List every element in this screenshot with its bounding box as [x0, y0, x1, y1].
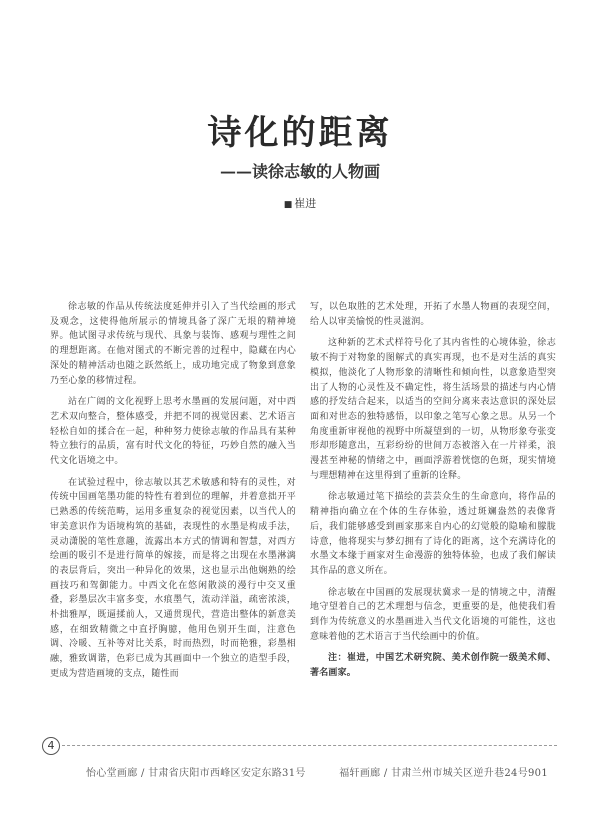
author-note: 注：崔进，中国艺术研究院、美术创作院一级美术师、著名画家。	[310, 653, 556, 679]
footer-divider	[62, 745, 557, 746]
paragraph: 徐志敏的作品从传统法度延伸并引入了当代绘画的形式及观念，这使得他所展示的情境具备了深广无垠的精神境界。他试图寻求传统与现代、具象与装饰、感观与理性之间的理想距离。在他对图式的不断完善的过程中，隐藏在内心深处的精神活动也随之跃然纸上，成功地完成了物象到意象乃至心象的移情过程。	[50, 302, 296, 386]
paragraph: 徐志敏通过笔下描绘的芸芸众生的生命意向，将作品的精神指向确立在个体的生存体验，透过斑斓盎然的表像背后，我们能够感受到画家那来自内心的幻觉般的隐喻和朦胧诗意，他将现实与梦幻拥有了诗化的距离，这个充满诗化的水墨文本缘于画家对生命漫游的独特体验，也成了我们解读其作品的意义所在。	[310, 492, 556, 576]
body-column-left	[50, 300, 296, 682]
author-name: 崔进	[294, 197, 317, 210]
article-body	[50, 300, 556, 682]
paragraph: 站在广阔的文化视野上思考水墨画的发展问题，对中西艺术双向整合，整体感受，并把不同的视觉因素、艺术语言轻松自如的揉合在一起，种种努力使徐志敏的作品具有某种特立独行的品质，富有时代文化的特征，巧妙自然的融入当代文化语境之中。	[50, 397, 296, 467]
footer-gallery-right: 福轩画廊 / 甘肃兰州市城关区逆升巷24号901	[339, 768, 548, 779]
paragraph: 徐志敏在中国画的发展现状冀求一是的情境之中，清醒地守望着自己的艺术理想与信念，更重要的是，他使我们看到作为传统意义的水墨画进入当代文化语境的可能性，这也意味着他的艺术语言于当代绘画中的价值。	[310, 587, 556, 642]
author-line	[0, 197, 600, 212]
page-number: 4	[42, 737, 60, 755]
body-column-right	[310, 300, 556, 682]
paragraph: 在试验过程中，徐志敏以其艺术敏感和特有的灵性，对传统中国画笔墨功能的特性有着到位的理解，并着意拙开平已熟悉的传统范畴，运用多重复杂的视觉因素，以当代人的审美意识作为语境构筑的基础，表现性的水墨是构成手法，灵动潇脱的笔性意趣，流露出本方式的情调和智慧，对西方绘画的吸引不是进行简单的嫁接，而是将之出现在水墨淋漓的表层背后，突出一种异化的效果，这也显示出他娴熟的绘画技巧和驾御能力。中西文化在悠闲散淡的漫行中交叉重叠，彩墨层次丰富多变，水痕墨气，流动洋溢，疏密浓淡，朴拙雅厚，既逼揉前人，又通贯现代，营造出整体的新意美感，在细致精微之中直抒胸臆，他用色别开生面，注意色调、冷暖、互补等对比关系，时而热烈，时而艳雅，彩墨相融，雅致调谐，色彩已成为其画面中一个独立的造型手段，更成为营造画境的支点，随性而	[50, 477, 296, 679]
paragraph-continued: 写，以色取胜的艺术处理，开拓了水墨人物画的表现空间，给人以审美愉悦的性灵滋润。	[310, 302, 556, 327]
footer-gallery-left: 怡心堂画廊 / 甘肃省庆阳市西峰区安定东路31号	[86, 768, 306, 779]
article-title: 诗化的距离	[207, 113, 393, 153]
author-square-mark: ■	[283, 200, 293, 210]
article-subtitle: ——读徐志敏的人物画	[219, 162, 380, 181]
paragraph: 这种新的艺术式样符号化了其内省性的心境体验，徐志敏不拘于对物象的图解式的真实再现，也不是对生活的真实模拟，他淡化了人物形象的清晰性和倾向性，以意象造型突出了人物的心灵性及不确定性，将生活场景的描述与内心情感的抒发结合起来，以适当的空间分离来表达意识的深处层面和对世态的独特感悟，以印象之笔写心象之思。从另一个角度重新审视他的视野中所凝望到的一切，从物形象夸张变形却形随意出，互彩纷纷的世间万态被溶入在一片祥柔，浪漫甚至神秘的情绪之中，画面浮游着恍惚的色斑，现实情境与理想精神在这里得到了重新的诠释。	[310, 338, 556, 481]
